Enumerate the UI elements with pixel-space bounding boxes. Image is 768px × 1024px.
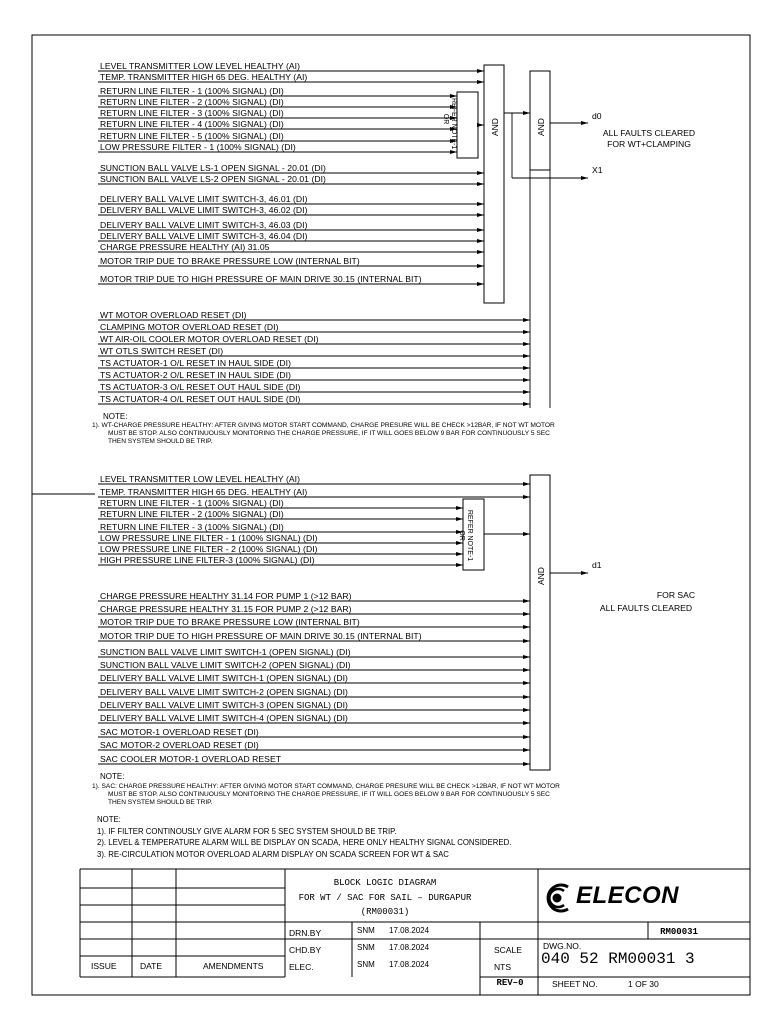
signal-arrow-icon (477, 250, 484, 254)
group2-refer-note: REFER NOTE-1 (466, 509, 473, 562)
signal-label: CHARGE PRESSURE HEALTHY (AI) 31.05 (100, 242, 270, 252)
signal-label: DELIVERY BALL VALVE LIMIT SWITCH-3 (OPEN SIGNAL) (DI) (100, 700, 348, 710)
signal-label: WT OTLS SWITCH RESET (DI) (100, 346, 224, 356)
signal-arrow-icon (523, 762, 530, 766)
signal-label: SUNCTION BALL VALVE LIMIT SWITCH-1 (OPEN SIGNAL) (DI) (100, 647, 351, 657)
signal-label: RETURN LINE FILTER - 1 (100% SIGNAL) (DI) (100, 86, 284, 96)
group1-note-line-2: MUST BE STOP. ALSO CONTINUOUSLY MONITORING THE CHARGE PRESSURE, IF IT WILL GOES BELOW 9 BAR FOR CONTINUOUSLY 5 SEC (108, 430, 550, 437)
signal-label: DELIVERY BALL VALVE LIMIT SWITCH-1 (OPEN SIGNAL) (DI) (100, 673, 348, 683)
signal-label: LOW PRESSURE LINE FILTER - 2 (100% SIGNAL) (DI) (100, 544, 318, 554)
elecon-logo-emblem-icon (540, 883, 576, 913)
signal-arrow-icon (477, 282, 484, 286)
signal-label: MOTOR TRIP DUE TO HIGH PRESSURE OF MAIN DRIVE 30.15 (INTERNAL BIT) (100, 631, 422, 641)
signal-arrow-icon (523, 668, 530, 672)
signal-label: DELIVERY BALL VALVE LIMIT SWITCH-4 (OPEN SIGNAL) (DI) (100, 713, 348, 723)
group2-and-gate-box (530, 475, 550, 770)
drn-by-label: DRN.BY (289, 928, 322, 938)
chd-by-date: 17.08.2024 (389, 943, 430, 952)
signal-arrow-icon (477, 80, 484, 84)
signal-label: TS ACTUATOR-4 O/L RESET OUT HAUL SIDE (DI) (100, 394, 301, 404)
signal-label: TS ACTUATOR-1 O/L RESET IN HAUL SIDE (DI) (100, 358, 291, 368)
group1-note-line-1: 1). WT-CHARGE PRESSURE HEALTHY: AFTER GIVING MOTOR START COMMAND, CHARGE PRESURE WILL BE CHECK >12BAR, IF NOT WT MOTOR (92, 422, 555, 429)
signal-arrow-icon (477, 69, 484, 73)
signal-arrow-icon (477, 182, 484, 186)
signal-arrow-icon (523, 330, 530, 334)
signal-label: RETURN LINE FILTER - 3 (100% SIGNAL) (DI) (100, 522, 284, 532)
group2-or-to-and-arrow-icon (523, 532, 530, 536)
signal-label: DELIVERY BALL VALVE LIMIT SWITCH-3, 46.01 (DI) (100, 194, 308, 204)
date-column-label: DATE (140, 961, 163, 971)
signal-label: CLAMPING MOTOR OVERLOAD RESET (DI) (100, 322, 279, 332)
elecon-logo (538, 880, 714, 916)
title-line-3: (RM00031) (360, 907, 410, 917)
signal-arrow-icon (523, 390, 530, 394)
signal-label: RETURN LINE FILTER - 3 (100% SIGNAL) (DI) (100, 108, 284, 118)
signal-arrow-icon (523, 721, 530, 725)
drn-by-date: 17.08.2024 (389, 926, 430, 935)
group1-and1-label: AND (490, 118, 500, 136)
signal-label: SUNCTION BALL VALVE LS-1 OPEN SIGNAL - 20.01 (DI) (100, 163, 326, 173)
signal-label: LOW PRESSURE FILTER - 1 (100% SIGNAL) (DI) (100, 142, 296, 152)
signal-label: WT MOTOR OVERLOAD RESET (DI) (100, 310, 247, 320)
group1-note-line-3: THEN SYSTEM SHOULD BE TRIP. (108, 438, 213, 445)
general-note-1: 1). IF FILTER CONTINOUSLY GIVE ALARM FOR 5 SEC SYSTEM SHOULD BE TRIP. (97, 827, 397, 836)
or-to-and-arrow-icon (477, 123, 484, 127)
group2-output-text-2: ALL FAULTS CLEARED (599, 603, 693, 613)
signal-arrow-icon (477, 264, 484, 268)
signal-label: LOW PRESSURE LINE FILTER - 1 (100% SIGNAL) (DI) (100, 533, 318, 543)
signal-label: SAC COOLER MOTOR-1 OVERLOAD RESET (100, 754, 282, 764)
elecon-logo-text: ELECON (576, 882, 680, 909)
group2-or-text: OR (458, 530, 465, 541)
elec-name: SNM (357, 960, 375, 969)
signal-label: TEMP. TRANSMITTER HIGH 65 DEG. HEALTHY (AI) (100, 487, 308, 497)
signal-arrow-icon (477, 228, 484, 232)
signal-label: WT AIR-OIL COOLER MOTOR OVERLOAD RESET (DI) (100, 334, 319, 344)
signal-arrow-icon (523, 495, 530, 499)
signal-arrow-icon (477, 171, 484, 175)
general-note-title: NOTE: (97, 815, 121, 824)
output-d1-label: d1 (592, 560, 602, 570)
group1-refer-note: REFER NOTE-1 (450, 98, 457, 150)
signal-label: CHARGE PRESSURE HEALTHY 31.15 FOR PUMP 2 (>12 BAR) (100, 604, 352, 614)
group2-output-text-1: FOR SAC (656, 590, 696, 600)
drawing-number: 040 52 RM00031 3 (541, 950, 695, 968)
group2-and-label: AND (536, 567, 546, 585)
signal-arrow-icon (523, 342, 530, 346)
group1-or-gate-box (457, 92, 478, 158)
signal-label: SUNCTION BALL VALVE LIMIT SWITCH-2 (OPEN SIGNAL) (DI) (100, 660, 351, 670)
signal-label: DELIVERY BALL VALVE LIMIT SWITCH-3, 46.03 (DI) (100, 220, 308, 230)
group2-or-label (457, 504, 473, 567)
drn-by-name: SNM (357, 926, 375, 935)
signal-arrow-icon (523, 482, 530, 486)
group1-output-text-1: ALL FAULTS CLEARED (602, 128, 696, 138)
signal-label: HIGH PRESSURE LINE FILTER-3 (100% SIGNAL) (DI) (100, 555, 315, 565)
signal-arrow-icon (450, 150, 457, 154)
signal-arrow-icon (523, 366, 530, 370)
revision: REV–0 (496, 978, 524, 988)
title-line-1: BLOCK LOGIC DIAGRAM (333, 878, 437, 888)
drawing-code: RM00031 (660, 927, 698, 937)
elec-label: ELEC. (289, 962, 314, 972)
dwg-no-label: DWG.NO. (543, 941, 582, 951)
signal-arrow-icon (477, 202, 484, 206)
d1-arrow-icon (581, 571, 588, 575)
signal-arrow-icon (523, 354, 530, 358)
signal-label: RETURN LINE FILTER - 4 (100% SIGNAL) (DI) (100, 119, 284, 129)
d0-arrow-icon (581, 121, 588, 125)
signal-label: DELIVERY BALL VALVE LIMIT SWITCH-2 (OPEN SIGNAL) (DI) (100, 687, 348, 697)
scale-value: NTS (494, 962, 511, 972)
signal-label: MOTOR TRIP DUE TO HIGH PRESSURE OF MAIN DRIVE 30.15 (INTERNAL BIT) (100, 274, 422, 284)
signal-arrow-icon (477, 239, 484, 243)
signal-label: SAC MOTOR-2 OVERLOAD RESET (DI) (100, 740, 259, 750)
amendments-column-label: AMENDMENTS (203, 961, 264, 971)
signal-label: CHARGE PRESSURE HEALTHY 31.14 FOR PUMP 1 (>12 BAR) (100, 591, 352, 601)
group1-and2-label: AND (536, 118, 546, 136)
signal-arrow-icon (523, 402, 530, 406)
group2-note-line-2: MUST BE STOP. ALSO CONTINUOUSLY MONITORING THE CHARGE PRESSURE, IF IT WILL GOES BELOW 9 BAR FOR CONTINUOUSLY 5 SEC (108, 791, 550, 798)
and1-to-and2-arrow-icon (523, 111, 530, 115)
signal-arrow-icon (523, 318, 530, 322)
signal-label: RETURN LINE FILTER - 2 (100% SIGNAL) (DI) (100, 97, 284, 107)
scale-label: SCALE (494, 945, 522, 955)
general-note-3: 3). RE-CIRCULATION MOTOR OVERLOAD ALARM DISPLAY ON SCADA SCREEN FOR WT & SAC (97, 850, 449, 859)
signal-label: RETURN LINE FILTER - 2 (100% SIGNAL) (DI) (100, 509, 284, 519)
signal-arrow-icon (523, 612, 530, 616)
sheet-no-label: SHEET NO. (552, 979, 598, 989)
signal-label: RETURN LINE FILTER - 5 (100% SIGNAL) (DI) (100, 131, 284, 141)
signal-label: TS ACTUATOR-3 O/L RESET OUT HAUL SIDE (DI) (100, 382, 301, 392)
signal-arrow-icon (523, 639, 530, 643)
signal-label: LEVEL TRANSMITTER LOW LEVEL HEALTHY (AI) (100, 474, 301, 484)
signal-label: TEMP. TRANSMITTER HIGH 65 DEG. HEALTHY (AI) (100, 72, 308, 82)
group1-or-label (441, 98, 457, 150)
signal-label: DELIVERY BALL VALVE LIMIT SWITCH-3, 46.02 (DI) (100, 205, 308, 215)
signal-arrow-icon (523, 378, 530, 382)
signal-arrow-icon (523, 655, 530, 659)
chd-by-label: CHD.BY (289, 945, 322, 955)
signal-label: LEVEL TRANSMITTER LOW LEVEL HEALTHY (AI) (100, 61, 301, 71)
signal-label: RETURN LINE FILTER - 1 (100% SIGNAL) (DI) (100, 498, 284, 508)
group1-or-text: OR (442, 113, 449, 125)
output-d0-label: d0 (592, 111, 602, 121)
group1-output-text-2: FOR WT+CLAMPING (607, 139, 691, 149)
signal-label: SUNCTION BALL VALVE LS-2 OPEN SIGNAL - 20.01 (DI) (100, 174, 326, 184)
general-note-2: 2). LEVEL & TEMPERATURE ALARM WILL BE DISPLAY ON SCADA, HERE ONLY HEALTHY SIGNAL CONSIDERED. (97, 838, 512, 847)
group1-note-title: NOTE: (103, 412, 128, 421)
group2-note-line-1: 1). SAC: CHARGE PRESSURE HEALTHY: AFTER GIVING MOTOR START COMMAND, CHARGE PRESURE WILL BE CHECK >12BAR, IF NOT WT MOTOR (92, 783, 560, 790)
group1-and1-gate-box (484, 65, 504, 303)
x1-arrow-icon (581, 176, 588, 180)
signal-arrow-icon (523, 695, 530, 699)
chd-by-name: SNM (357, 943, 375, 952)
title-line-2: FOR WT / SAC FOR SAIL – DURGAPUR (298, 893, 472, 903)
signal-arrow-icon (523, 748, 530, 752)
signal-label: SAC MOTOR-1 OVERLOAD RESET (DI) (100, 727, 259, 737)
signal-arrow-icon (523, 708, 530, 712)
signal-label: DELIVERY BALL VALVE LIMIT SWITCH-3, 46.04 (DI) (100, 231, 308, 241)
signal-arrow-icon (523, 625, 530, 629)
signal-label: MOTOR TRIP DUE TO BRAKE PRESSURE LOW (INTERNAL BIT) (100, 617, 360, 627)
group2-note-title: NOTE: (100, 772, 125, 781)
group2-note-line-3: THEN SYSTEM SHOULD BE TRIP. (108, 799, 213, 806)
signal-arrow-icon (523, 599, 530, 603)
signal-arrow-icon (523, 681, 530, 685)
output-x1-label: X1 (592, 165, 603, 175)
elec-date: 17.08.2024 (389, 960, 430, 969)
signal-arrow-icon (477, 213, 484, 217)
signal-label: MOTOR TRIP DUE TO BRAKE PRESSURE LOW (INTERNAL BIT) (100, 256, 360, 266)
sheet-no-value: 1 OF 30 (628, 979, 659, 989)
signal-label: TS ACTUATOR-2 O/L RESET IN HAUL SIDE (DI) (100, 370, 291, 380)
issue-column-label: ISSUE (91, 961, 117, 971)
signal-arrow-icon (523, 735, 530, 739)
